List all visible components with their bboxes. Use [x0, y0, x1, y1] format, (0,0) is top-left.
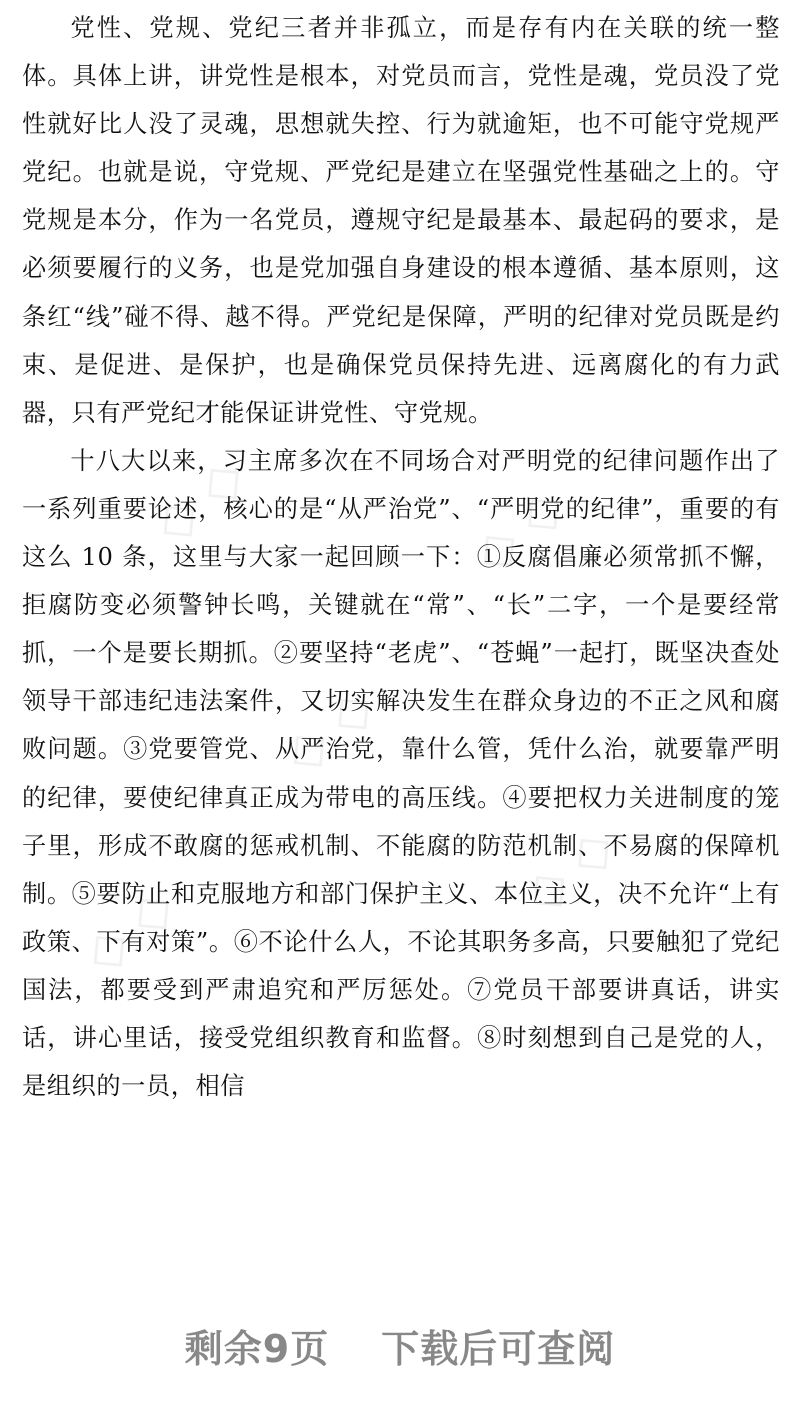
watermark: ◇ ◇: [462, 475, 576, 585]
document-body: [22, 4, 780, 1110]
watermark: ◇ ◇: [512, 815, 626, 925]
download-hint-text: 下载后可查阅: [381, 1327, 616, 1371]
download-banner[interactable]: [0, 1318, 800, 1373]
watermark: ◇ ◇: [272, 675, 386, 785]
paragraph-1: 党性、党规、党纪三者并非孤立，而是存有内在关联的统一整体。具体上讲，讲党性是根本，对党员而言，党性是魂，党员没了党性就好比人没了灵魂，思想就失控、行为就逾矩，也不可能守党规严党纪。也就是说，守党规、严党纪是建立在坚强党性基础之上的。守党规是本分，作为一名党员，遵规守纪是最基本、最起码的要求，是必须要履行的义务，也是党加强自身建设的根本遵循、基本原则，这条红“线”碰不得、越不得。严党纪是保障，严明的纪律对党员既是约束、是促进、是保护，也是确保党员保持先进、远离腐化的有力武器，只有严党纪才能保证讲党性、守党规。: [22, 14, 780, 427]
remaining-pages-text: 剩余9页: [184, 1327, 330, 1371]
paragraph-2: 十八大以来，习主席多次在不同场合对严明党的纪律问题作出了一系列重要论述，核心的是“从严治党”、“严明党的纪律”，重要的有这么 10 条，这里与大家一起回顾一下：①反腐倡廉必须常抓不懈，拒腐防变必须警钟长鸣，关键就在“常”、“长”二字，一个是要经常抓，一个是要长期抓。②要坚持“老虎”、“苍蝇”一起打，既坚决查处领导干部违纪违法案件，又切实解决发生在群众身边的不正之风和腐败问题。③党要管党、从严治党，靠什么管，凭什么治，就要靠严明的纪律，要使纪律真正成为带电的高压线。④要把权力关进制度的笼子里，形成不敢腐的惩戒机制、不能腐的防范机制、不易腐的保障机制。⑤要防止和克服地方和部门保护主义、本位主义，决不允许“上有政策、下有对策”。⑥不论什么人，不论其职务多高，只要触犯了党纪国法，都要受到严肃追究和严厉惩处。⑦党员干部要讲真话，讲实话，讲心里话，接受党组织教育和监督。⑧时刻想到自己是党的人，是组织的一员，相信: [22, 446, 780, 1101]
watermark: ◇ ◇: [142, 445, 256, 555]
watermark: ◇ ◇: [72, 875, 186, 985]
